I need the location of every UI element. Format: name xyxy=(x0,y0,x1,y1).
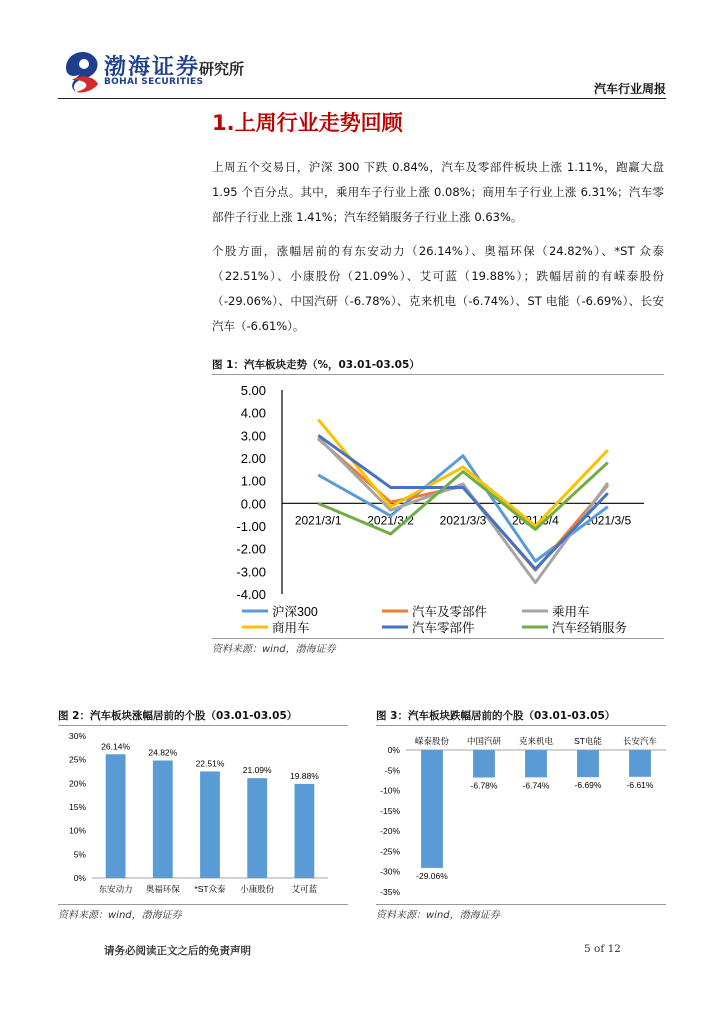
page-number: 5 of 12 xyxy=(584,943,621,955)
legend-label: 乘用车 xyxy=(552,605,590,619)
y-tick-label: 2.00 xyxy=(240,451,266,466)
figure3-bar-chart xyxy=(376,726,666,902)
category-label: 长安汽车 xyxy=(622,736,658,746)
logo-english-name: BOHAI SECURITIES xyxy=(104,77,204,87)
y-tick-label: 20% xyxy=(68,778,86,789)
y-tick-label: 1.00 xyxy=(240,473,266,489)
y-tick-label: 0% xyxy=(73,873,86,883)
data-label: 24.82% xyxy=(148,747,178,758)
category-label: 中国汽研 xyxy=(466,736,502,746)
y-tick-label: 0.00 xyxy=(240,496,266,512)
bar xyxy=(153,761,173,878)
bar xyxy=(421,750,443,868)
data-label: 22.51% xyxy=(195,758,225,769)
figure3-source: 资料来源：wind，渤海证券 xyxy=(376,904,666,921)
logo xyxy=(64,48,274,98)
bar xyxy=(525,750,547,777)
x-tick-label: 2021/3/2 xyxy=(367,513,414,528)
y-tick-label: -20% xyxy=(380,826,400,837)
y-tick-label: -5% xyxy=(384,765,400,776)
paragraph-market-review: 上周五个交易日，沪深 300 下跌 0.84%，汽车及零部件板块上涨 1.11%，跑赢大盘 1.95 个百分点。其中，乘用车子行业上涨 0.08%；商用车子行业上涨 6.31%；汽车零部件子行业上涨 1.41%；汽车经销服务子行业上涨 0.63%。 xyxy=(212,160,664,224)
data-label: 21.09% xyxy=(242,765,272,776)
category-label: 东安动力 xyxy=(98,884,133,894)
y-tick-label: 4.00 xyxy=(240,405,266,421)
legend-label: 沪深300 xyxy=(272,605,318,619)
x-tick-label: 2021/3/4 xyxy=(512,513,559,528)
category-label: *ST众泰 xyxy=(194,884,226,894)
bar xyxy=(577,750,599,777)
x-tick-label: 2021/3/1 xyxy=(294,513,342,528)
figure1-divider xyxy=(212,638,664,639)
figure2-bar-chart xyxy=(58,726,348,902)
data-label: -6.61% xyxy=(626,779,654,790)
header-divider xyxy=(58,98,666,99)
logo-chinese-name: 渤海证券 xyxy=(104,54,201,80)
category-label: 奥福环保 xyxy=(145,884,180,894)
data-label: -6.69% xyxy=(574,780,602,791)
figure1-source: 资料来源：wind，渤海证券 xyxy=(212,644,336,655)
series-line-2 xyxy=(318,438,608,583)
y-tick-label: -1.00 xyxy=(236,519,266,534)
bar xyxy=(629,750,651,777)
y-tick-label: -3.00 xyxy=(236,564,266,580)
figure3-caption: 图 3：汽车板块跌幅居前的个股（03.01-03.05） xyxy=(376,708,666,726)
bar xyxy=(247,778,267,878)
y-tick-label: -10% xyxy=(380,785,400,796)
data-label: -6.78% xyxy=(470,780,498,791)
section-title: 1.上周行业走势回顾 xyxy=(212,111,403,135)
y-tick-label: -15% xyxy=(380,805,400,816)
y-tick-label: 0% xyxy=(387,745,400,755)
bar xyxy=(473,750,495,778)
category-label: ST电能 xyxy=(574,736,602,746)
y-tick-label: -4.00 xyxy=(236,587,266,602)
figure1-caption: 图 1：汽车板块走势（%，03.01-03.05） xyxy=(212,357,664,375)
report-type: 汽车行业周报 xyxy=(593,82,666,96)
bohai-logo-icon xyxy=(64,50,102,94)
figure1-line-chart xyxy=(212,372,664,638)
paragraph-stock-review: 个股方面，涨幅居前的有东安动力（26.14%）、奥福环保（24.82%）、*ST 众泰（22.51%）、小康股份（21.09%）、艾可蓝（19.88%）；跌幅居前的有嵘泰股份（-29.06%）、中国汽研（-6.78%）、克来机电（-6.74%）、ST 电能（-6.69%）、长安汽车（-6.61%）。 xyxy=(212,244,664,333)
bar xyxy=(106,754,126,878)
footer-disclaimer: 请务必阅读正文之后的免责声明 xyxy=(104,945,251,957)
y-tick-label: 25% xyxy=(68,754,86,765)
y-tick-label: 5.00 xyxy=(240,383,266,398)
y-tick-label: -2.00 xyxy=(236,541,266,557)
data-label: 19.88% xyxy=(289,770,319,781)
x-tick-label: 2021/3/3 xyxy=(439,513,487,528)
y-tick-label: 30% xyxy=(68,731,86,741)
y-tick-label: -35% xyxy=(380,887,400,897)
legend-label: 汽车及零部件 xyxy=(412,605,488,619)
legend-label: 汽车经销服务 xyxy=(552,621,628,635)
category-label: 克来机电 xyxy=(518,736,554,746)
category-label: 小康股份 xyxy=(240,884,275,894)
y-tick-label: -25% xyxy=(380,846,400,857)
category-label: 艾可蓝 xyxy=(291,884,318,894)
y-tick-label: 5% xyxy=(73,849,86,860)
data-label: -29.06% xyxy=(416,870,448,881)
data-label: 26.14% xyxy=(101,741,131,752)
y-tick-label: 15% xyxy=(68,802,86,812)
legend-label: 商用车 xyxy=(272,621,310,635)
y-tick-label: -30% xyxy=(380,866,400,877)
data-label: -6.74% xyxy=(522,780,550,791)
x-tick-label: 2021/3/5 xyxy=(584,513,632,528)
figure2-caption: 图 2：汽车板块涨幅居前的个股（03.01-03.05） xyxy=(58,708,348,726)
bar xyxy=(294,784,314,878)
category-label: 嵘泰股份 xyxy=(414,736,450,746)
figure2-source: 资料来源：wind，渤海证券 xyxy=(58,904,348,921)
y-tick-label: 3.00 xyxy=(240,428,266,444)
bar xyxy=(200,771,220,878)
institute-name: 研究所 xyxy=(199,60,245,78)
y-tick-label: 10% xyxy=(68,825,86,836)
legend-label: 汽车零部件 xyxy=(412,621,475,635)
